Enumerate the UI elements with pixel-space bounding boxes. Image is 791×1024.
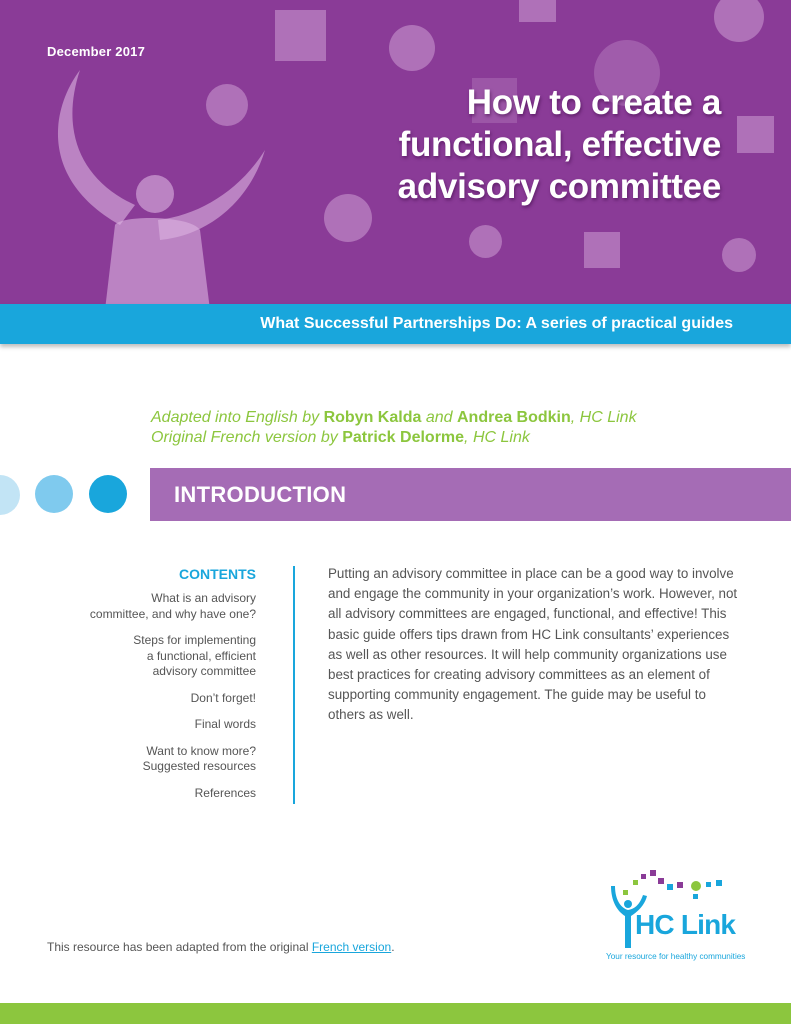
table-of-contents xyxy=(60,566,256,812)
cover-header xyxy=(0,0,791,304)
section-title: INTRODUCTION xyxy=(174,482,347,507)
title-line: advisory committee xyxy=(397,167,721,206)
french-version-link[interactable]: French version xyxy=(311,940,392,954)
footer-bar xyxy=(0,1003,791,1024)
title-line: How to create a xyxy=(466,83,721,122)
decor-square xyxy=(275,10,326,61)
contents-heading: CONTENTS xyxy=(179,566,256,582)
decor-square xyxy=(737,116,774,153)
credit-line-english: Adapted into English by Robyn Kalda and Andrea Bodkin, HC Link xyxy=(151,409,637,426)
decor-dot-mid xyxy=(35,475,73,513)
toc-item[interactable]: What is an advisory committee, and why have one? xyxy=(89,591,256,621)
decor-circle xyxy=(469,225,502,258)
decor-square xyxy=(584,232,620,268)
decor-dot-light xyxy=(0,475,20,515)
toc-item[interactable]: Want to know more? Suggested resources xyxy=(142,743,256,773)
series-banner xyxy=(0,304,791,344)
toc-item[interactable]: Steps for implementing a functional, efficient advisory committee xyxy=(133,633,256,678)
series-title: What Successful Partnerships Do: A series of practical guides xyxy=(260,315,733,332)
toc-item[interactable]: Final words xyxy=(194,717,256,731)
toc-item[interactable]: References xyxy=(194,785,256,800)
logo-tagline: Your resource for healthy communities xyxy=(606,952,746,961)
decor-dot-dark xyxy=(89,475,127,513)
author-name: Andrea Bodkin xyxy=(456,409,571,426)
hc-link-logo xyxy=(603,866,753,966)
logo-wordmark: HC Link xyxy=(635,909,736,940)
publication-date: December 2017 xyxy=(47,44,145,59)
person-raising-arms-icon xyxy=(40,70,300,304)
title-line: functional, effective xyxy=(398,125,721,164)
page-title xyxy=(291,82,721,208)
credit-line-french: Original French version by Patrick Delorme, HC Link xyxy=(151,429,530,446)
author-credits xyxy=(151,408,637,448)
decor-circle xyxy=(389,25,435,71)
author-name: Robyn Kalda xyxy=(323,409,422,426)
column-divider xyxy=(293,566,295,804)
decor-circle xyxy=(714,0,764,42)
toc-item[interactable]: Don’t forget! xyxy=(190,690,256,705)
decor-square xyxy=(519,0,556,22)
author-name: Patrick Delorme xyxy=(342,429,465,446)
introduction-paragraph: Putting an advisory committee in place can be a good way to involve and engage the community in your organization’s work. However, not all advisory committees are engaged, functional, and effective! This basic guide offers tips drawn from HC Link consultants’ experiences as well as other resources. It will help community organizations use best practices for creating advisory committees as an element of supporting community engagement. The guide may be useful to others as well. xyxy=(328,566,738,723)
decor-circle xyxy=(722,238,756,272)
section-header-bar xyxy=(150,468,791,521)
source-note: This resource has been adapted from the original French version. xyxy=(47,940,395,954)
